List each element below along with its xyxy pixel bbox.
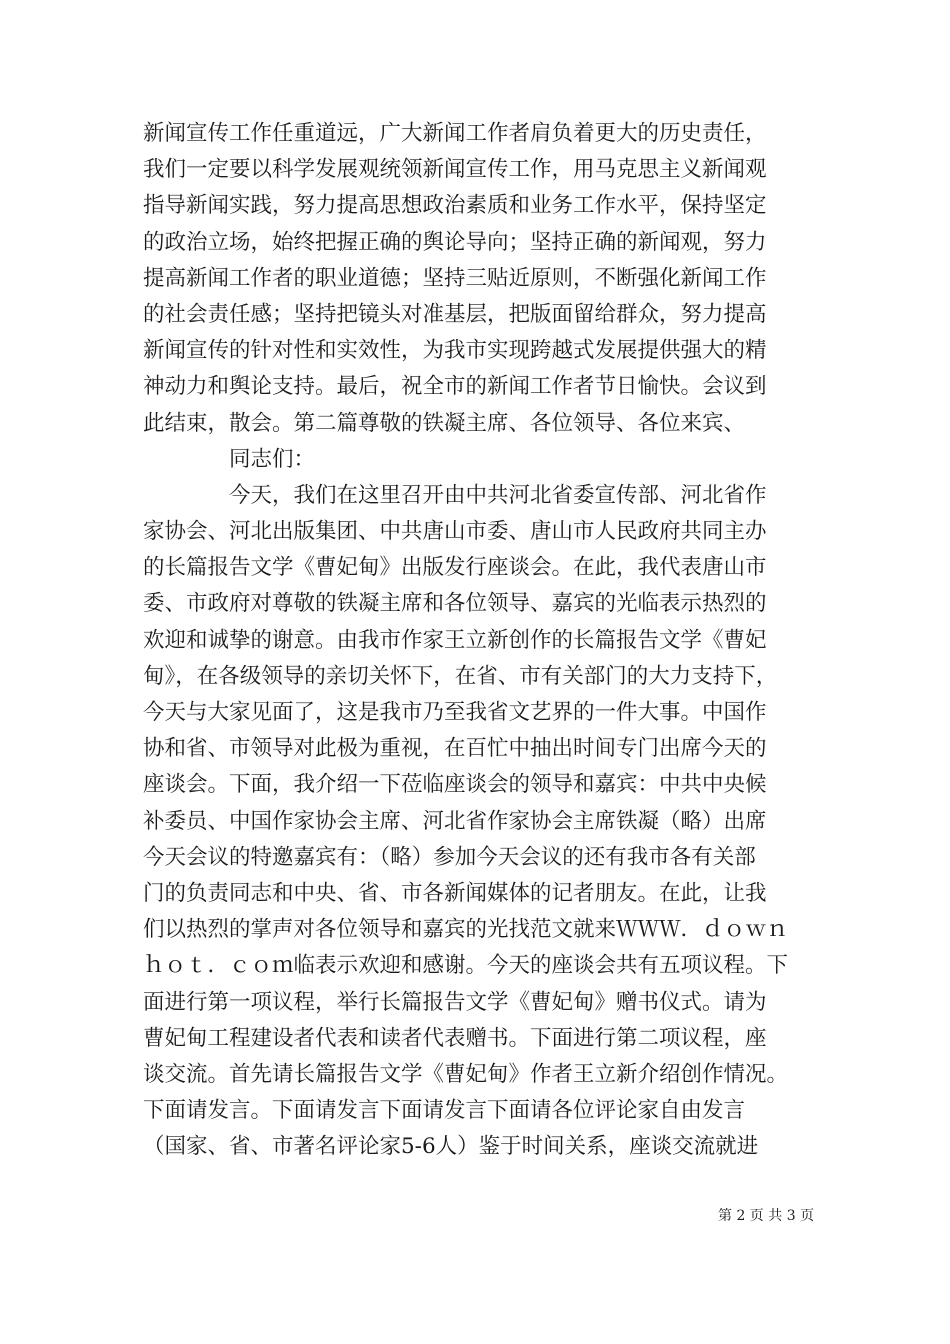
text-line: 新闻宣传的针对性和实效性，为我市实现跨越式发展提供强大的精 bbox=[143, 338, 767, 364]
body-text bbox=[143, 116, 813, 1165]
text-line: 们以热烈的掌声对各位领导和嘉宾的光找范文就来ＷＷＷ．ｄｏｗｎ bbox=[143, 917, 789, 943]
text-line: 座谈会。下面，我介绍一下莅临座谈会的领导和嘉宾：中共中央候 bbox=[143, 772, 767, 798]
text-line: 神动力和舆论支持。最后，祝全市的新闻工作者节日愉快。会议到 bbox=[143, 374, 767, 400]
text-line: ｈｏｔ．ｃｏｍ临表示欢迎和感谢。今天的座谈会共有五项议程。下 bbox=[143, 953, 789, 979]
text-line: 我们一定要以科学发展观统领新闻宣传工作，用马克思主义新闻观 bbox=[143, 157, 767, 183]
text-line: 提高新闻工作者的职业道德；坚持三贴近原则，不断强化新闻工作 bbox=[143, 265, 767, 291]
text-line: 的社会责任感；坚持把镜头对准基层，把版面留给群众，努力提高 bbox=[143, 301, 767, 327]
text-line: 面进行第一项议程，举行长篇报告文学《曹妃甸》赠书仪式。请为 bbox=[143, 989, 767, 1015]
text-line: 此结束，散会。第二篇尊敬的铁凝主席、各位领导、各位来宾、 bbox=[143, 410, 746, 436]
text-line: 欢迎和诚挚的谢意。由我市作家王立新创作的长篇报告文学《曹妃 bbox=[143, 627, 767, 653]
text-line: 下面请发言。下面请发言下面请发言下面请各位评论家自由发言 bbox=[143, 1098, 746, 1124]
text-line: 委、市政府对尊敬的铁凝主席和各位领导、嘉宾的光临表示热烈的 bbox=[143, 591, 767, 617]
text-line: 协和省、市领导对此极为重视，在百忙中抽出时间专门出席今天的 bbox=[143, 736, 767, 762]
text-line: 的政治立场，始终把握正确的舆论导向；坚持正确的新闻观，努力 bbox=[143, 229, 767, 255]
text-line: 今天会议的特邀嘉宾有：（略）参加今天会议的还有我市各有关部 bbox=[143, 844, 756, 870]
text-line: 门的负责同志和中央、省、市各新闻媒体的记者朋友。在此，让我 bbox=[143, 880, 767, 906]
text-line: 新闻宣传工作任重道远，广大新闻工作者肩负着更大的历史责任， bbox=[143, 121, 767, 146]
text-line: 今天，我们在这里召开由中共河北省委宣传部、河北省作 bbox=[143, 482, 767, 508]
text-line: 的长篇报告文学《曹妃甸》出版发行座谈会。在此，我代表唐山市 bbox=[143, 555, 767, 581]
text-line: （国家、省、市著名评论家5-6人）鉴于时间关系，座谈交流就进 bbox=[143, 1134, 759, 1160]
page-footer: 第 2 页 共 3 页 bbox=[718, 1208, 815, 1224]
text-line: 指导新闻实践，努力提高思想政治素质和业务工作水平，保持坚定 bbox=[143, 193, 767, 219]
text-line: 补委员、中国作家协会主席、河北省作家协会主席铁凝（略）出席 bbox=[143, 808, 767, 834]
text-line: 同志们： bbox=[143, 446, 316, 472]
text-line: 今天与大家见面了，这是我市乃至我省文艺界的一件大事。中国作 bbox=[143, 700, 767, 725]
text-line: 甸》，在各级领导的亲切关怀下，在省、市有关部门的大力支持下， bbox=[143, 663, 778, 689]
text-line: 曹妃甸工程建设者代表和读者代表赠书。下面进行第二项议程，座 bbox=[143, 1025, 767, 1051]
text-line: 家协会、河北出版集团、中共唐山市委、唐山市人民政府共同主办 bbox=[143, 519, 767, 545]
text-line: 谈交流。首先请长篇报告文学《曹妃甸》作者王立新介绍创作情况。 bbox=[143, 1061, 789, 1087]
